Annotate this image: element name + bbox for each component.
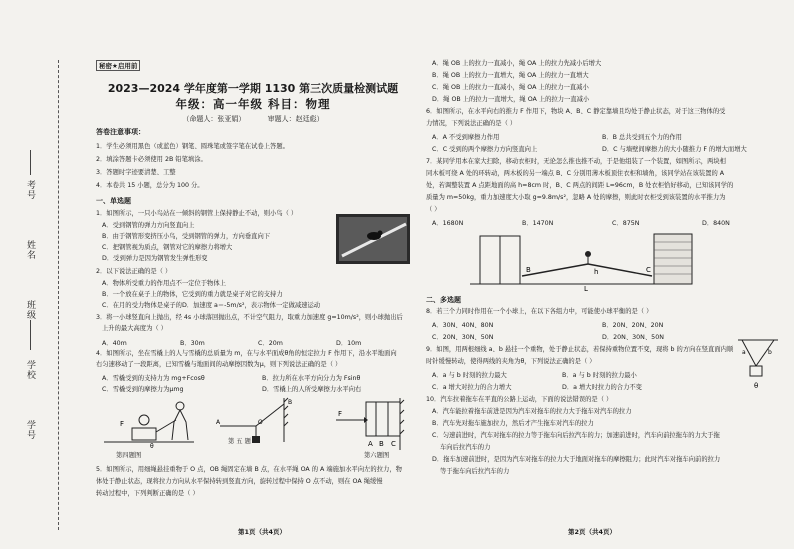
question-5: 5．如图所示，用细绳悬挂重物于 O 点，OB 绳固定在墙 B 点，在水平绳 OA 的 A 端施加水平向左的拉力，物	[96, 466, 402, 473]
option: C．C 受到的两个摩擦力方向竖直向上	[432, 146, 538, 153]
question-10-option: B．汽车先对拖车施加拉力，然后才产生拖车对汽车的拉力	[432, 420, 594, 427]
question-5-cont: 体处于静止状态，现将拉力方向从水平保持转到竖直方向，旋转过程中保持 O 点不动，则在 OA 绳缓慢	[96, 478, 383, 485]
question-3: 3．将一小球竖直向上抛出，经 4s 小球落回抛出点，不计空气阻力，取重力加速度 g=10m/s²，则小球抛出后	[96, 314, 403, 321]
option: D．C 与墙壁间摩擦力的大小随推力 F 的增大而增大	[602, 146, 747, 153]
section-title: 一、单选题	[96, 197, 131, 205]
option: D．840N	[702, 220, 730, 227]
page-footer: 第1页（共4页）	[238, 528, 287, 536]
option: A．1680N	[432, 220, 464, 227]
binding-label: 班级	[25, 300, 35, 320]
question-7-cont: 处，若调整装置 A 点距地面的高 h=8cm 时，B、C 两点的间距 L=96cm，B 处衣柜恰好移动，已知该同学的	[426, 182, 734, 189]
option: C．雪橇受到的摩擦力为μmg	[102, 386, 184, 393]
hanging-weight-figure	[734, 336, 782, 392]
label-h: h	[594, 268, 599, 276]
secret-tag: 秘密★启用前	[96, 60, 140, 71]
question-2-option: C．在月的受力物体是桌子的D．加速度 a＝-5m/s²，表示物体一定做减速运动	[102, 302, 321, 309]
binding-label: 学校	[25, 360, 35, 380]
svg-text:a: a	[742, 349, 746, 356]
sled-figure	[102, 398, 198, 450]
option: D．20N、30N、50N	[602, 334, 664, 341]
question-10: 10．汽车拉着拖车在平直的公路上运动，下面的说法错误的是（ ）	[426, 396, 613, 403]
option: B．a 与 b 时刻的拉力最小	[562, 372, 637, 379]
question-8: 8．若三个力同时作用在一个小球上，在以下各组力中，可能使小球平衡的是（ ）	[426, 308, 653, 315]
question-10-option-cont: 等于拖车向后拉汽车的力	[440, 468, 510, 475]
option: B．B 总共受到五个力的作用	[602, 134, 682, 141]
option: C．a 增大对拉力的合力增大	[432, 384, 512, 391]
option: A．A 不受到摩擦力作用	[432, 134, 500, 141]
option: B．30m	[180, 340, 205, 347]
question-4: 4．如图所示，坐在雪橇上的人与雪橇的总质量为 m，在与水平面成θ角的恒定拉力 F 作用下，沿水平地面向	[96, 350, 397, 357]
svg-text:θ: θ	[754, 382, 759, 390]
question-5-option: A．绳 OB 上的拉力一直减小，绳 OA 上的拉力先减小后增大	[432, 60, 602, 67]
reviewer: 审题人：赵廷彪）	[267, 115, 324, 123]
label-c: C	[646, 266, 651, 274]
question-7-cont: （ ）	[426, 206, 441, 213]
notice-title: 答卷注意事项：	[96, 128, 145, 136]
label-b: B	[526, 266, 531, 274]
option: D．雪橇上的人所受摩擦力水平向右	[262, 386, 362, 393]
page-two	[418, 0, 790, 549]
question-9-cont: 时针缓慢转动，使得两线的夹角为θ，下列说法正确的是（ ）	[426, 358, 596, 365]
authors-line	[88, 114, 418, 124]
svg-text:F: F	[120, 420, 125, 428]
wardrobe-device-figure	[470, 232, 720, 292]
rope-figure	[212, 396, 298, 448]
option: C．20m	[258, 340, 283, 347]
binding-label: 学号	[25, 420, 35, 440]
binding-blank	[30, 320, 31, 350]
notice-line: 3．答题时字迹要清楚、工整	[96, 169, 176, 176]
fig-5-caption: 第 五 题	[228, 438, 251, 445]
option: B．1470N	[522, 220, 554, 227]
fig-6-caption: 第六题图	[364, 452, 390, 459]
question-4-options	[102, 373, 412, 397]
question-1-option: A．受到钢管的弹力方向竖直向上	[102, 222, 195, 229]
option: C．20N、30N、50N	[432, 334, 494, 341]
question-5-option: B．绳 OB 上的拉力一直增大，绳 OA 上的拉力一直增大	[432, 72, 589, 79]
notice-line: 2．填涂答题卡必须使用 2B 铅笔填涂。	[96, 156, 207, 163]
grade-subject: 年级：高一年级 科目：物理	[175, 97, 331, 111]
question-7-cont: 质量为 m=50kg，重力加速度大小取 g=9.8m/s²，忽略 A 处的摩擦，则此时衣柜受到该装置的水平推力为	[426, 194, 726, 201]
question-1: 1．如图所示，一只小鸟站在一倾斜的钢管上保持静止不动，则小鸟（ ）	[96, 210, 298, 217]
exam-title: 2023—2024 学年度第一学期 1130 第三次质量检测试题	[107, 82, 399, 95]
svg-text:b: b	[768, 349, 772, 356]
option: B．拉力所在水平方向分力为 Fsinθ	[262, 375, 361, 382]
question-6-options	[432, 132, 782, 156]
svg-text:F: F	[338, 410, 343, 418]
question-2: 2．以下说法正确的是（ ）	[96, 268, 172, 275]
svg-text:C: C	[391, 440, 396, 448]
option: D．10m	[336, 340, 362, 347]
option: A．雪橇受到的支持力为 mg+Fcosθ	[102, 375, 205, 382]
question-5-option: D．绳 OB 上的拉力一直增大，绳 OA 上的拉力一直减小	[432, 96, 590, 103]
option: A．30N、40N、80N	[432, 322, 494, 329]
notice-line: 4．本卷共 15 小题，总分为 100 分。	[96, 182, 204, 189]
binding-margin	[0, 0, 88, 549]
binding-blank	[30, 150, 31, 175]
option: B．20N、20N、20N	[602, 322, 664, 329]
page-one	[88, 0, 418, 549]
question-10-option: D．拖车加速前进时，是因为汽车对拖车的拉力大于地面对拖车的摩擦阻力；此时汽车对拖车向前的拉力	[432, 456, 721, 463]
question-5-cont: 转动过程中，下列判断正确的是（ ）	[96, 490, 199, 497]
setter: （命题人：张亚娟）	[182, 115, 246, 123]
question-7-cont: 同木板可绕 A 处的环转动，两木板的另一端点 B、C 分别用薄木板顶住衣柜和墙角，该同学站在该装置的 A	[426, 170, 725, 177]
option: D．a 增大时拉力的合力不变	[562, 384, 642, 391]
svg-text:O: O	[258, 419, 263, 426]
notice-line: 1．学生必须用黑色（或蓝色）钢笔、圆珠笔或签字笔在试卷上答题。	[96, 143, 289, 150]
svg-text:θ: θ	[150, 443, 154, 450]
binding-label: 姓名	[25, 240, 35, 260]
question-2-option: B．一个放在桌子上的物体，它受到的重力就是桌子对它的支持力	[102, 291, 283, 298]
page-footer: 第2页（共4页）	[568, 528, 617, 536]
question-10-option: A．汽车能拉着拖车前进是因为汽车对拖车的拉力大于拖车对汽车的拉力	[432, 408, 632, 415]
question-6: 6．如图所示，在水平向右的推力 F 作用下，物块 A、B、C 静定靠墙且均处于静止状态，对于这三物体的受	[426, 108, 726, 115]
binding-dashed-line	[58, 60, 59, 530]
question-5-option: C．绳 OB 上的拉力一直减小，绳 OA 上的拉力一直减小	[432, 84, 589, 91]
option: A．a 与 b 时刻的拉力最大	[432, 372, 507, 379]
binding-label: 考号	[25, 180, 35, 200]
question-2-option: A．物体所受重力的作用点不一定位于物体上	[102, 280, 226, 287]
question-4-cont: 右匀速移动了一段距离，已知雪橇与地面间的动摩擦因数为μ，则下列说法正确的是（ ）	[96, 361, 342, 368]
question-8-options	[432, 320, 782, 344]
blocks-figure	[326, 396, 410, 452]
svg-text:A: A	[368, 440, 373, 448]
question-9-options	[432, 370, 732, 394]
question-9: 9．如图，用两根细线 a、b 悬挂一个重物，处于静止状态，若保持重物位置不变，现将 b 的方向在竖直面内顺	[426, 346, 734, 353]
question-1-option: C．把钢管视为质点，钢管对它的摩擦力将增大	[102, 244, 233, 251]
question-7: 7．某同学用本在家大扫除，移动衣柜时，无论怎么推也推不动，于是他组装了一个装置，如图所示，两块相	[426, 158, 726, 165]
label-l: L	[584, 285, 588, 292]
question-10-option-cont: 车向后拉汽车的力	[440, 444, 491, 451]
svg-text:B: B	[379, 440, 384, 448]
question-10-option: C．匀速前进时，汽车对拖车的拉力等于拖车向后拉汽车的力；加速前进时，汽车向前拉拖车的力大于拖	[432, 432, 720, 439]
option: C．875N	[612, 220, 640, 227]
fig-4-caption: 第四题图	[116, 452, 142, 459]
question-6-cont: 力情况，下列说法正确的是（ ）	[426, 120, 517, 127]
bird-on-pipe-photo	[336, 214, 410, 264]
option: A．40m	[102, 340, 127, 347]
question-3-cont: 上升的最大高度为（ ）	[102, 325, 167, 332]
svg-text:A: A	[216, 419, 221, 426]
question-1-option: D．受到弹力是因为钢管发生弹性形变	[102, 255, 208, 262]
question-1-option: B．由于钢管形变挤压小鸟，受到钢管的弹力，方向垂直向下	[102, 233, 271, 240]
svg-text:B: B	[288, 399, 293, 406]
section-title: 二、多选题	[426, 296, 461, 304]
